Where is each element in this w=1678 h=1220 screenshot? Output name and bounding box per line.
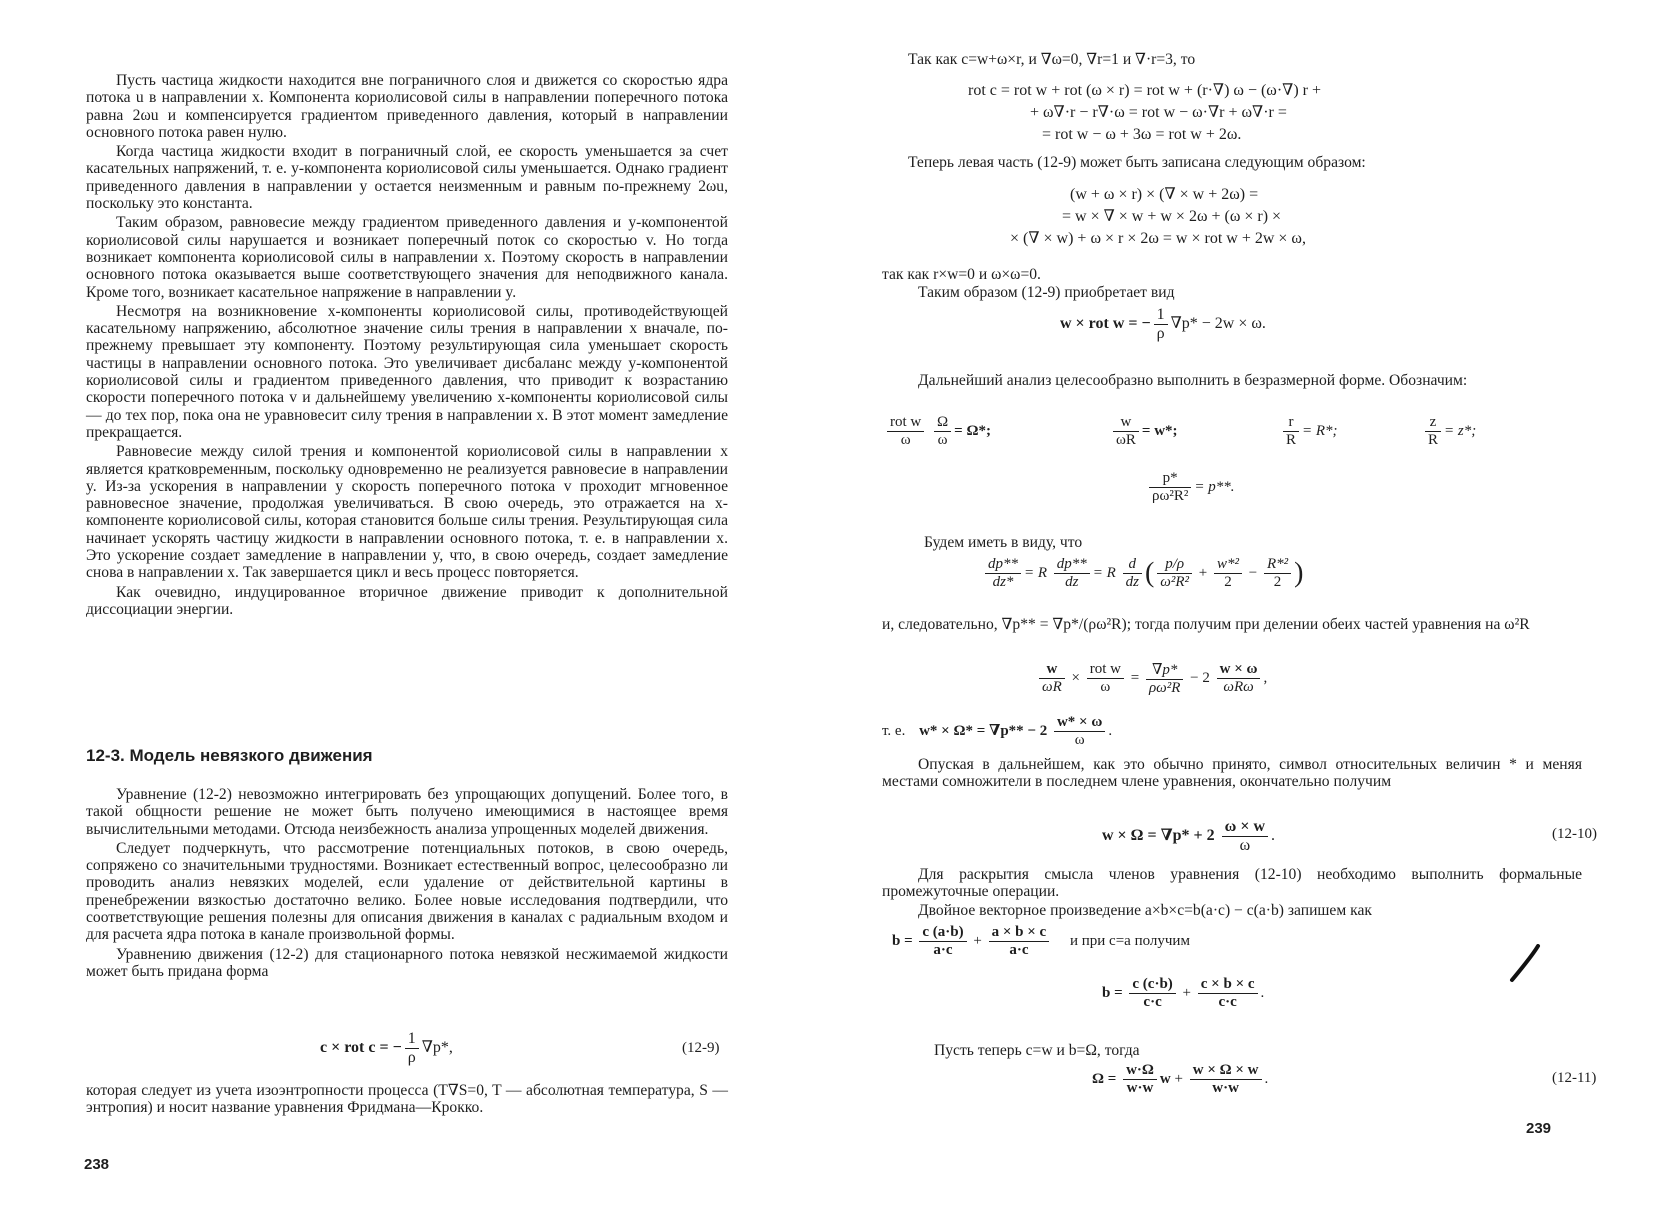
equation-right-side: = p**. bbox=[1194, 478, 1235, 495]
equation-label: (12-11) bbox=[1552, 1070, 1597, 1086]
body-text-block bbox=[86, 72, 728, 620]
equation-line: = w × ∇ × w + w × 2ω + (ω × r) × bbox=[1062, 208, 1282, 225]
paragraph: Когда частица жидкости входит в пограничный слой, ее скорость уменьшается за счет касательных напряжений, т. е. y-компонента кориолисовой силы уменьшается. Однако градиент приведенного давления в направлении y остается неизменным и равным по-прежнему 2ωu, поскольку это константа. bbox=[86, 143, 728, 213]
denominator: ωR bbox=[1039, 678, 1065, 696]
equation-line: + ω∇·r − r∇·ω = rot w − ω·∇r + ω∇·r = bbox=[1030, 104, 1287, 121]
denominator: ωRω bbox=[1217, 678, 1261, 696]
denominator: ρ bbox=[1154, 324, 1168, 343]
denominator: ω bbox=[1222, 836, 1268, 855]
text-line: Будем иметь в виду, что bbox=[924, 534, 1083, 551]
equation-dimensionless-r bbox=[1280, 414, 1338, 449]
denominator: a·c bbox=[989, 941, 1050, 959]
fraction bbox=[887, 414, 924, 449]
denominator: dz bbox=[1123, 573, 1142, 591]
numerator: w × Ω × w bbox=[1192, 1062, 1259, 1078]
fraction bbox=[934, 414, 951, 449]
numerator: d bbox=[1128, 556, 1137, 572]
denominator: R bbox=[1425, 431, 1441, 449]
left-page bbox=[0, 0, 820, 1220]
equation-right-side: ∇p*, bbox=[421, 1039, 453, 1057]
numerator: 1 bbox=[407, 1030, 416, 1047]
paragraph: Уравнение (12-2) невозможно интегрировать без упрощающих допущений. Более того, в такой общности решение не может быть получено имеющимися в настоящее время вычислительными методами. Отсюда неизбежность анализа упрощенных моделей движения. bbox=[86, 786, 728, 838]
equation-left-side: c × rot c = − bbox=[320, 1039, 402, 1057]
equation-left-side: w × rot w = − bbox=[1060, 315, 1151, 333]
numerator: dp** bbox=[1056, 556, 1087, 572]
numerator: w* × ω bbox=[1056, 714, 1103, 730]
equation-right-side: = w*; bbox=[1141, 422, 1178, 439]
body-text-block-2 bbox=[86, 786, 728, 982]
denominator: dz* bbox=[985, 573, 1021, 591]
equation-right-side: = Ω*; bbox=[954, 422, 991, 439]
numerator: c (a·b) bbox=[922, 924, 964, 940]
equation-line: rot c = rot w + rot (ω × r) = rot w + (r·∇) ω − (ω·∇) r + bbox=[968, 82, 1322, 99]
fraction bbox=[1087, 661, 1124, 696]
fraction bbox=[1217, 661, 1261, 696]
page-number: 239 bbox=[1526, 1120, 1552, 1137]
text-line: Так как c=w+ω×r, и ∇ω=0, ∇r=1 и ∇·r=3, то bbox=[908, 51, 1196, 68]
equation-dimensionless-omega bbox=[884, 414, 991, 449]
fraction bbox=[1425, 414, 1441, 449]
numerator: a × b × c bbox=[991, 924, 1047, 940]
equation-dimensionless-w bbox=[1110, 414, 1178, 449]
paragraph: Таким образом, равновесие между градиентом приведенного давления и y-компонентой кориолисовой силы нарушается и возникает поперечный поток со скоростью v. Но тогда возникает компонента кориолисовой силы в направлении x. Поэтому скорость в направлении основного потока оказывается выше соответствующего значения для неподвижного канала. Кроме того, возникает касательное напряжение в направлении y. bbox=[86, 214, 728, 301]
equation-prefix: т. е. bbox=[882, 722, 906, 739]
equation-b-cc: b = $\frac{c (c\cdot b)}{c\cdot c}$ + $\frac{c \times b \times c}{c\cdot c}$ . bbox=[1102, 976, 1265, 1010]
text-line: так как r×w=0 и ω×ω=0. bbox=[882, 266, 1041, 283]
fraction bbox=[405, 1030, 419, 1067]
numerator: rot w bbox=[890, 414, 922, 430]
equation-dimensionless-z bbox=[1422, 414, 1476, 449]
equation-divided: $\frac{w}{\omega R}$ × $\frac{\text{rot w}}{\omega}$ = $\frac{\nabla p*}{\text{ρω²R}}$ − 2 $\frac{w \times \omega}{\text{ωRω}}$ , bbox=[1036, 660, 1267, 697]
equation-12-9 bbox=[320, 1030, 453, 1067]
denominator: a·c bbox=[919, 941, 966, 959]
equation-left-side: w × Ω = ∇p* + 2 bbox=[1102, 827, 1215, 845]
denominator: R bbox=[1283, 431, 1299, 449]
paragraph: Следует подчеркнуть, что рассмотрение потенциальных потоков, в свою очередь, сопряжено со значительными трудностями. Возникает естественный вопрос, целесообразно ли проводить анализ невязких моделей, если удаление от действительной картины в пренебрежении вязкостью достаточно велико. Более новые исследования подтвердили, что соответствующие решения полезны для описания движения в каналах с радиальным входом и для расчета ядра потока в канале произвольной формы. bbox=[86, 839, 728, 944]
equation-label: (12-9) bbox=[682, 1040, 720, 1056]
fraction bbox=[1154, 306, 1168, 343]
fraction bbox=[985, 556, 1021, 591]
text-line: Таким образом (12-9) приобретает вид bbox=[918, 284, 1175, 301]
fraction bbox=[1113, 414, 1139, 449]
paragraph: Равновесие между силой трения и компонентой кориолисовой силы в направлении x является кратковременным, поскольку одновременно не реализуется равновесие в направлении y. Из-за ускорения в направлении y скорость поперечного потока v проходит мгновенное равновесное значение, продолжая увеличиваться. В свою очередь, это отражается на x-компоненте кориолисовой силы, которая становится больше силы трения. Результирующая сила начинает ускорять частицу жидкости в направлении основного потока, т. е. в направлении x. Это ускорение создает замедление в направлении y, что, в свою очередь, создает замедление снова в направлении x. Так завершается цикл и весь процесс повторяется. bbox=[86, 443, 728, 582]
numerator: rot w bbox=[1089, 661, 1121, 677]
fraction bbox=[1146, 660, 1183, 697]
numerator: w·Ω bbox=[1126, 1062, 1154, 1078]
denominator: c·c bbox=[1129, 993, 1175, 1011]
equation-right-side: = z*; bbox=[1444, 422, 1477, 439]
fraction bbox=[1149, 470, 1191, 505]
paragraph: Двойное векторное произведение a×b×c=b(a·c) − c(a·b) запишем как bbox=[918, 902, 1372, 919]
denominator: dz bbox=[1054, 573, 1090, 591]
numerator: Ω bbox=[937, 414, 949, 430]
equation-line: × (∇ × w) + ω × r × 2ω = w × rot w + 2w × ω, bbox=[1010, 230, 1306, 247]
fraction bbox=[1039, 661, 1065, 696]
fraction bbox=[989, 924, 1050, 959]
denominator: ωR bbox=[1113, 431, 1139, 449]
fraction bbox=[1190, 1062, 1262, 1097]
denominator: w·w bbox=[1190, 1079, 1262, 1097]
numerator: r bbox=[1288, 414, 1294, 430]
denominator: ω bbox=[1054, 731, 1105, 749]
equation-right-side: ∇p* − 2w × ω. bbox=[1170, 315, 1266, 333]
equation-dimensionless-p bbox=[1146, 470, 1234, 505]
fraction bbox=[1129, 976, 1175, 1011]
fraction bbox=[1283, 414, 1299, 449]
equation-right-side: = R*; bbox=[1302, 422, 1338, 439]
equation-12-10: w × Ω = ∇p* + 2 $\frac{\omega \times w}{\omega}$ . bbox=[1102, 818, 1276, 854]
paragraph: Опуская в дальнейшем, как это обычно принято, символ относительных величин * и меняя местами сомножители в последнем члене уравнения, окончательно получим bbox=[882, 756, 1582, 791]
denominator: 2 bbox=[1214, 573, 1242, 591]
denominator: 2 bbox=[1264, 573, 1291, 591]
fraction bbox=[1214, 556, 1242, 591]
equation-term: = R bbox=[1092, 564, 1116, 581]
closing-text bbox=[86, 1082, 728, 1119]
numerator: w bbox=[1120, 414, 1132, 430]
pen-stroke-mark bbox=[1508, 944, 1542, 984]
denominator: w·w bbox=[1123, 1079, 1157, 1097]
numerator: R*² bbox=[1266, 556, 1289, 572]
fraction bbox=[1123, 1062, 1157, 1097]
fraction bbox=[1198, 976, 1258, 1011]
paragraph: Дальнейший анализ целесообразно выполнить в безразмерной форме. Обозначим: bbox=[918, 372, 1468, 389]
fraction bbox=[1157, 556, 1192, 591]
denominator: ρω²R bbox=[1146, 679, 1183, 697]
equation-label: (12-10) bbox=[1552, 826, 1597, 842]
equation-line: = rot w − ω + 3ω = rot w + 2ω. bbox=[1042, 126, 1242, 143]
numerator: c (c·b) bbox=[1132, 976, 1173, 992]
right-page bbox=[840, 0, 1678, 1220]
paragraph: Как очевидно, индуцированное вторичное движение приводит к дополнительной диссоциации энергии. bbox=[86, 583, 728, 618]
equation-dimensionless-result: т. е. w* × Ω* = ∇p** − 2 $\frac{w* \times \omega}{\omega}$ . bbox=[882, 714, 1113, 748]
numerator: w × ω bbox=[1219, 661, 1258, 677]
numerator: 1 bbox=[1156, 306, 1165, 323]
denominator: ω bbox=[1087, 678, 1124, 696]
numerator: w*² bbox=[1216, 556, 1239, 572]
denominator: ρ bbox=[405, 1048, 419, 1067]
numerator: p* bbox=[1162, 470, 1178, 486]
equation-rot-w bbox=[1060, 306, 1266, 343]
fraction bbox=[1123, 556, 1142, 591]
fraction bbox=[919, 924, 966, 959]
paragraph: которая следует из учета изоэнтропности процесса (T∇S=0, T — абсолютная температура, S — энтропия) и носит название уравнения Фридмана—Крокко. bbox=[86, 1082, 728, 1117]
equation-line: (w + ω × r) × (∇ × w + 2ω) = bbox=[1070, 186, 1259, 203]
fraction bbox=[1054, 556, 1090, 591]
equation-suffix: и при c=a получим bbox=[1069, 932, 1190, 949]
numerator: p/ρ bbox=[1165, 556, 1185, 572]
fraction bbox=[1222, 818, 1268, 855]
fraction bbox=[1264, 556, 1291, 591]
numerator: dp** bbox=[988, 556, 1018, 572]
equation-12-11: Ω = $\frac{w\cdot\Omega}{w\cdot w}$ w + $\frac{w \times \Omega \times w}{w\cdot w}$ . bbox=[1092, 1062, 1269, 1096]
denominator: ω bbox=[934, 431, 951, 449]
denominator: ω²R² bbox=[1157, 573, 1192, 591]
numerator: w bbox=[1046, 661, 1058, 677]
equation-dp-dz: $\frac{dp**}{dz*}$ = R $\frac{dp**}{dz}$ = R $\frac{d}{dz}$ ( $\frac{p/\rho}{\text{ω²R²}}$ + $\frac{\text{w*²}}{2}$ − $\frac{\text{R*²}}{2}$ ) bbox=[982, 556, 1303, 591]
text-line: Пусть теперь c=w и b=Ω, тогда bbox=[934, 1042, 1140, 1059]
numerator: z bbox=[1429, 414, 1437, 430]
text-line: Теперь левая часть (12-9) может быть записана следующим образом: bbox=[908, 154, 1366, 171]
paragraph: Несмотря на возникновение x-компоненты кориолисовой силы, противодействующей касательному напряжению, абсолютное значение силы трения в направлении x вначале, по-прежнему превышает эту компоненту. Поэтому результирующая сила уменьшает скорость частицы в направлении основного потока. Это увеличивает дисбаланс между y-компонентой кориолисовой силы и градиентом приведенного давления, что приводит к возрастанию скорости поперечного потока v и дальнейшему увеличению x-компоненты кориолисовой силы — до тех пор, пока она не уравновесит силу трения в направлении x. В этот момент замедление прекращается. bbox=[86, 302, 728, 441]
paragraph: Для раскрытия смысла членов уравнения (12-10) необходимо выполнить формальные промежуточные операции. bbox=[882, 866, 1582, 901]
numerator: ω × w bbox=[1224, 818, 1266, 835]
equation-left-side: w* × Ω* = ∇p** − 2 bbox=[919, 722, 1048, 739]
denominator: c·c bbox=[1198, 993, 1258, 1011]
section-heading: 12-3. Модель невязкого движения bbox=[86, 746, 373, 765]
paragraph: Уравнению движения (12-2) для стационарного потока невязкой несжимаемой жидкости может быть придана форма bbox=[86, 945, 728, 980]
denominator: ρω²R² bbox=[1149, 487, 1191, 505]
paragraph: Пусть частица жидкости находится вне пограничного слоя и движется со скоростью ядра потока u в направлении x. Компонента кориолисовой силы в направлении поперечного потока равна 2ωu и компенсируется градиентом приведенного давления, который в направлении основного потока равен нулю. bbox=[86, 72, 728, 141]
page-number: 238 bbox=[84, 1156, 110, 1173]
numerator: c × b × c bbox=[1200, 976, 1255, 992]
paragraph: и, следовательно, ∇p** = ∇p*/(ρω²R); тогда получим при делении обеих частей уравнения на ω²R bbox=[882, 616, 1530, 633]
equation-double-product: b = $\frac{c (a\cdot b)}{a\cdot c}$ + $\frac{a \times b \times c}{a\cdot c}$ и при c=a получим bbox=[892, 924, 1190, 958]
denominator: ω bbox=[887, 431, 924, 449]
numerator: ∇p* bbox=[1151, 662, 1178, 678]
equation-term: = R bbox=[1024, 564, 1048, 581]
fraction bbox=[1054, 714, 1105, 749]
